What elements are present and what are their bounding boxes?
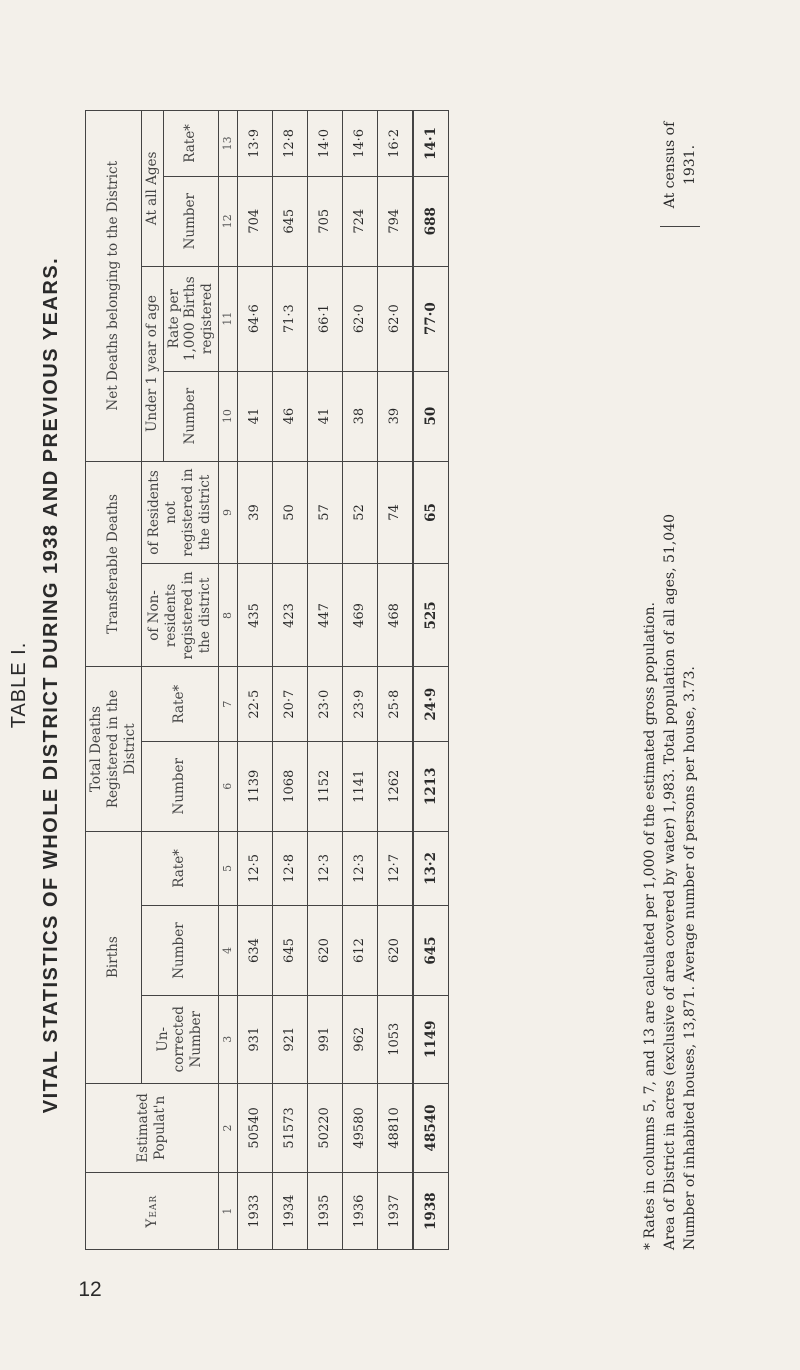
header-transferable-deaths: Transferable Deaths [86,461,142,667]
nonresident-deaths-cell: 525 [413,564,449,667]
net-deaths-cell: 705 [308,176,343,266]
column-number: 5 [219,831,238,905]
infant-deaths-cell: 46 [273,371,308,461]
uncorrected-births-cell: 931 [238,995,273,1083]
infant-rate-cell: 62·0 [343,266,378,371]
infant-deaths-cell: 41 [308,371,343,461]
births-cell: 612 [343,906,378,996]
header-transferable-residents: of Residents not registered in the district [141,461,219,564]
uncorrected-births-cell: 991 [308,995,343,1083]
population-cell: 50540 [238,1083,273,1173]
nonresident-deaths-cell: 435 [238,564,273,667]
infant-deaths-cell: 50 [413,371,449,461]
resident-deaths-cell: 65 [413,461,449,564]
column-number: 9 [219,461,238,564]
year-cell: 1937 [378,1173,414,1250]
population-cell: 51573 [273,1083,308,1173]
net-deaths-cell: 794 [378,176,414,266]
header-total-deaths-rate: Rate* [141,667,219,741]
birth-rate-cell: 12·3 [308,831,343,905]
births-cell: 634 [238,906,273,996]
header-births-number: Number [141,906,219,996]
total-deaths-cell: 1213 [413,741,449,831]
net-rate-cell: 14·1 [413,111,449,177]
table-row [238,111,273,1250]
area-footnote-text [660,227,700,1250]
column-number: 7 [219,667,238,741]
population-cell: 48540 [413,1083,449,1173]
column-number: 6 [219,741,238,831]
birth-rate-cell: 12·8 [273,831,308,905]
year-cell: 1934 [273,1173,308,1250]
net-rate-cell: 14·0 [308,111,343,177]
births-cell: 645 [413,906,449,996]
uncorrected-births-cell: 1053 [378,995,414,1083]
population-cell: 50220 [308,1083,343,1173]
column-number: 10 [219,371,238,461]
column-number-row [219,111,238,1250]
total-deaths-cell: 1152 [308,741,343,831]
net-rate-cell: 16·2 [378,111,414,177]
table-row [343,111,378,1250]
net-deaths-cell: 704 [238,176,273,266]
table-row [378,111,414,1250]
births-cell: 645 [273,906,308,996]
death-rate-cell: 22·5 [238,667,273,741]
infant-rate-cell: 64·6 [238,266,273,371]
population-cell: 48810 [378,1083,414,1173]
table-row-1938 [413,111,449,1250]
infant-deaths-cell: 38 [343,371,378,461]
nonresident-deaths-cell: 423 [273,564,308,667]
column-number: 11 [219,266,238,371]
column-number: 8 [219,564,238,667]
column-number: 1 [219,1173,238,1250]
net-rate-cell: 14·6 [343,111,378,177]
column-number: 4 [219,906,238,996]
net-rate-cell: 12·8 [273,111,308,177]
death-rate-cell: 20·7 [273,667,308,741]
infant-rate-cell: 62·0 [378,266,414,371]
table-body [238,111,449,1250]
header-year: Year [86,1173,219,1250]
resident-deaths-cell: 57 [308,461,343,564]
table-row [308,111,343,1250]
page-title: VITAL STATISTICS OF WHOLE DISTRICT DURING 1938 AND PREVIOUS YEARS. [40,256,62,1114]
total-deaths-cell: 1262 [378,741,414,831]
uncorrected-births-cell: 1149 [413,995,449,1083]
header-total-deaths-number: Number [141,741,219,831]
population-cell: 49580 [343,1083,378,1173]
header-under-one-year: Under 1 year of age [141,266,163,461]
table-label: TABLE I. [8,641,30,729]
column-number: 13 [219,111,238,177]
resident-deaths-cell: 39 [238,461,273,564]
header-births-rate: Rate* [141,831,219,905]
header-population: Estimated Populat'n [86,1083,219,1173]
birth-rate-cell: 12·3 [343,831,378,905]
header-all-ages: At all Ages [141,111,163,267]
year-cell: 1938 [413,1173,449,1250]
area-footnote: Area of District in acres (exclusive of area covered by water) 1,983. Total population of all ages, 51,040 [662,513,678,1250]
houses-footnote: Number of inhabited houses, 13,871. Average number of persons per house, 3.73. [682,666,698,1250]
total-deaths-cell: 1141 [343,741,378,831]
uncorrected-births-cell: 921 [273,995,308,1083]
nonresident-deaths-cell: 469 [343,564,378,667]
total-deaths-cell: 1068 [273,741,308,831]
infant-deaths-cell: 41 [238,371,273,461]
year-cell: 1935 [308,1173,343,1250]
footnotes [640,110,700,1250]
net-deaths-cell: 724 [343,176,378,266]
birth-rate-cell: 13·2 [413,831,449,905]
births-cell: 620 [308,906,343,996]
death-rate-cell: 24·9 [413,667,449,741]
census-footnote: At census of 1931. [660,110,700,227]
infant-rate-cell: 77·0 [413,266,449,371]
infant-deaths-cell: 39 [378,371,414,461]
nonresident-deaths-cell: 447 [308,564,343,667]
net-deaths-cell: 688 [413,176,449,266]
total-deaths-cell: 1139 [238,741,273,831]
year-cell: 1936 [343,1173,378,1250]
resident-deaths-cell: 52 [343,461,378,564]
header-births-uncorrected: Un-corrected Number [141,995,219,1083]
table-row [273,111,308,1250]
resident-deaths-cell: 74 [378,461,414,564]
infant-rate-cell: 71·3 [273,266,308,371]
infant-rate-cell: 66·1 [308,266,343,371]
death-rate-cell: 25·8 [378,667,414,741]
header-net-rate: Rate* [163,111,219,177]
area-footnote-block [660,110,700,1250]
column-number: 2 [219,1083,238,1173]
year-cell: 1933 [238,1173,273,1250]
header-births: Births [86,831,142,1083]
page-number: 12 [78,1278,102,1301]
header-infant-number: Number [163,371,219,461]
net-rate-cell: 13·9 [238,111,273,177]
birth-rate-cell: 12·7 [378,831,414,905]
rates-footnote: * Rates in columns 5, 7, and 13 are calculated per 1,000 of the estimated gross population. [642,602,658,1250]
net-deaths-cell: 645 [273,176,308,266]
births-cell: 620 [378,906,414,996]
birth-rate-cell: 12·5 [238,831,273,905]
header-infant-rate: Rate per 1,000 Births registered [163,266,219,371]
header-net-deaths: Net Deaths belonging to the District [86,111,142,462]
resident-deaths-cell: 50 [273,461,308,564]
header-total-deaths: Total Deaths Registered in the District [86,667,142,831]
column-number: 3 [219,995,238,1083]
death-rate-cell: 23·9 [343,667,378,741]
vital-statistics-table [85,110,449,1250]
nonresident-deaths-cell: 468 [378,564,414,667]
header-transferable-nonresidents: of Non-residents registered in the district [141,564,219,667]
header-net-number: Number [163,176,219,266]
uncorrected-births-cell: 962 [343,995,378,1083]
death-rate-cell: 23·0 [308,667,343,741]
column-number: 12 [219,176,238,266]
